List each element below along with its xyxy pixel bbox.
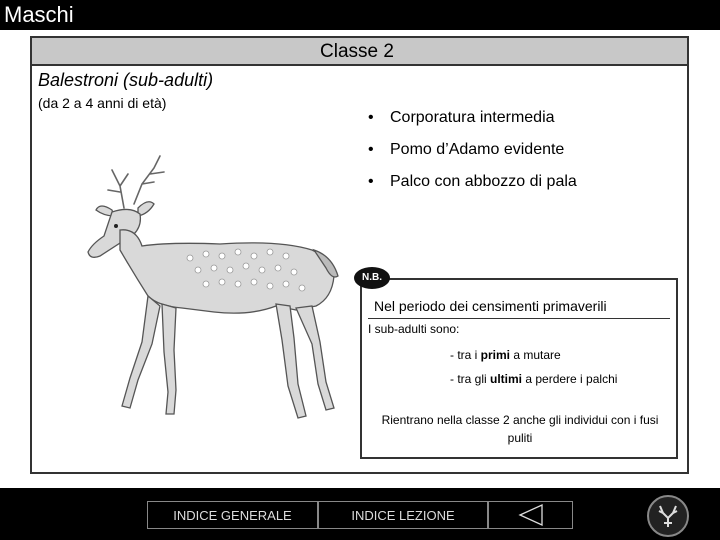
note-line-text: - tra i	[450, 348, 481, 362]
bullet: •	[368, 109, 374, 126]
subtitle: Balestroni (sub-adulti)	[38, 70, 214, 90]
note-line-text: a perdere i palchi	[522, 372, 618, 386]
feature-item	[368, 106, 577, 138]
content-frame	[30, 36, 689, 474]
back-triangle-icon	[489, 502, 574, 528]
feature-list	[368, 106, 577, 202]
back-button[interactable]	[488, 501, 573, 529]
deer-head-logo-icon[interactable]	[646, 494, 690, 538]
indice-lezione-button[interactable]: INDICE LEZIONE	[318, 501, 488, 529]
bullet: •	[368, 173, 374, 190]
note-divider	[368, 318, 670, 319]
note-heading: Nel periodo dei censimenti primaverili	[374, 298, 607, 314]
note-line-text: - tra gli	[450, 372, 491, 386]
note-box	[360, 278, 678, 459]
note-footer: Rientrano nella classe 2 anche gli individui con i fusi puliti	[381, 413, 659, 445]
feature-text: Corporatura intermedia	[390, 109, 555, 126]
note-line-text: a mutare	[510, 348, 561, 362]
feature-item	[368, 138, 577, 170]
note-line	[450, 348, 561, 362]
feature-text: Palco con abbozzo di pala	[390, 173, 577, 190]
bullet: •	[368, 141, 374, 158]
navigation-bar	[0, 488, 720, 540]
age-range: (da 2 a 4 anni di età)	[38, 95, 167, 111]
feature-text: Pomo d’Adamo evidente	[390, 141, 565, 158]
indice-generale-button[interactable]: INDICE GENERALE	[147, 501, 318, 529]
note-line-emphasis: primi	[480, 348, 511, 362]
feature-item	[368, 170, 577, 202]
deer-illustration	[50, 146, 350, 436]
note-intro: I sub-adulti sono:	[368, 322, 460, 336]
class-title: Classe 2	[320, 41, 394, 62]
slide-area	[0, 30, 720, 488]
page-title: Maschi	[4, 2, 74, 27]
note-line	[450, 372, 617, 386]
note-badge: N.B.	[354, 267, 390, 289]
note-line-emphasis: ultimi	[490, 372, 523, 386]
class-bar	[32, 38, 687, 66]
